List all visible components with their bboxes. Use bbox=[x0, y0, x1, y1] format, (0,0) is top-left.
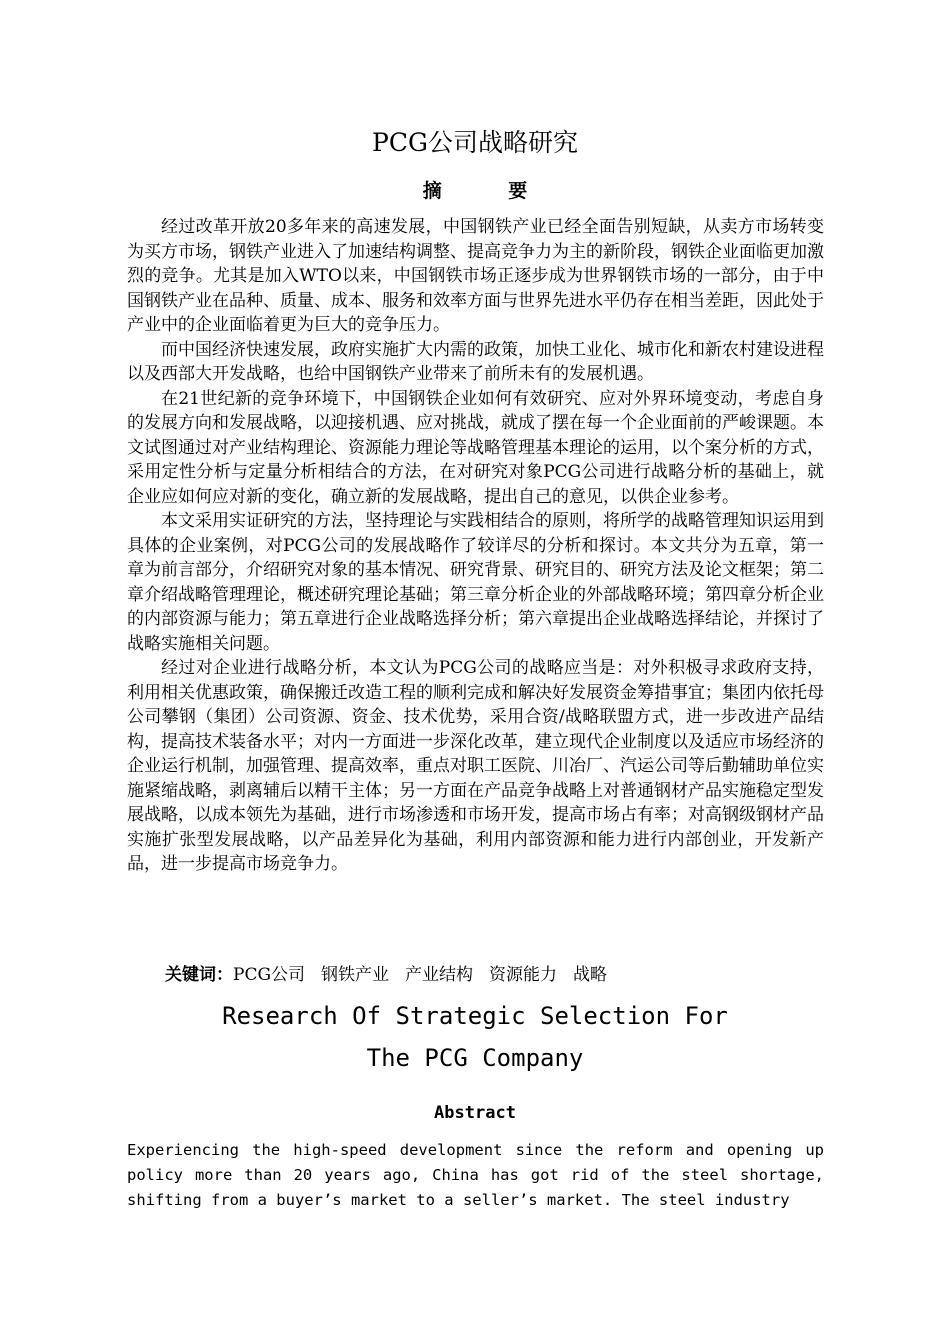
keyword: 钢铁产业 bbox=[321, 965, 390, 985]
abstract-body-cn bbox=[127, 215, 824, 877]
document-title-cn: PCG公司战略研究 bbox=[372, 128, 578, 157]
document-title-en bbox=[0, 995, 950, 1079]
keyword: 资源能力 bbox=[489, 965, 558, 985]
abstract-paragraph: 经过对企业进行战略分析，本文认为PCG公司的战略应当是：对外积极寻求政府支持，利用相关优惠政策，确保搬迁改造工程的顺利完成和解决好发展资金筹措事宜；集团内依托母公司攀钢（集团）公司资源、资金、技术优势，采用合资/战略联盟方式，进一步改进产品结构，提高技术装备水平；对内一方面进一步深化改革，建立现代企业制度以及适应市场经济的企业运行机制，加强管理、提高效率，重点对职工医院、川冶厂、汽运公司等后勤辅助单位实施紧缩战略，剥离辅后以精干主体；另一方面在产品竞争战略上对普通钢材产品实施稳定型发展战略，以成本领先为基础，进行市场渗透和市场开发，提高市场占有率；对高钢级钢材产品实施扩张型发展战略，以产品差异化为基础，利用内部资源和能力进行内部创业，开发新产品，进一步提高市场竞争力。 bbox=[127, 658, 824, 874]
abstract-heading-en: Abstract bbox=[434, 1103, 516, 1123]
abstract-heading-cn: 摘 要 bbox=[422, 180, 558, 202]
abstract-paragraph: 在21世纪新的竞争环境下，中国钢铁企业如何有效研究、应对外界环境变动，考虑自身的发展方向和发展战略，以迎接机遇、应对挑战，就成了摆在每一个企业面前的严峻课题。本文试图通过对产业结构理论、资源能力理论等战略管理基本理论的运用，以个案分析的方式，采用定性分析与定量分析相结合的方法，在对研究对象PCG公司进行战略分析的基础上，就企业应如何应对新的变化，确立新的发展战略，提出自己的意见，以供企业参考。 bbox=[127, 388, 824, 507]
keywords-label: 关键词： bbox=[165, 965, 233, 985]
keywords-line bbox=[165, 963, 623, 987]
abstract-paragraph: 经过改革开放20多年来的高速发展，中国钢铁产业已经全面告别短缺，从卖方市场转变为买方市场，钢铁产业进入了加速结构调整、提高竞争力为主的新阶段，钢铁企业面临更加激烈的竞争。尤其是加入WTO以来，中国钢铁市场正逐步成为世界钢铁市场的一部分，由于中国钢铁产业在品种、质量、成本、服务和效率方面与世界先进水平仍存在相当差距，因此处于产业中的企业面临着更为巨大的竞争压力。 bbox=[127, 217, 824, 335]
keyword: PCG公司 bbox=[233, 965, 306, 985]
title-en-line: The PCG Company bbox=[366, 1044, 584, 1072]
abstract-paragraph: 而中国经济快速发展，政府实施扩大内需的政策，加快工业化、城市化和新农村建设进程以及西部大开发战略，也给中国钢铁产业带来了前所未有的发展机遇。 bbox=[127, 339, 824, 384]
abstract-paragraph-en: Experiencing the high-speed development since the reform and opening up policy more than 20 years ago, China has got rid of the steel shortage, shifting from a buyer’s market to a seller’s market. The steel industry bbox=[127, 1141, 824, 1209]
title-en-line: Research Of Strategic Selection For bbox=[222, 1002, 728, 1030]
abstract-body-en bbox=[127, 1138, 824, 1213]
keyword: 产业结构 bbox=[405, 965, 474, 985]
keyword: 战略 bbox=[573, 965, 608, 985]
abstract-paragraph: 本文采用实证研究的方法，坚持理论与实践相结合的原则，将所学的战略管理知识运用到具体的企业案例，对PCG公司的发展战略作了较详尽的分析和探讨。本文共分为五章，第一章为前言部分，介绍研究对象的基本情况、研究背景、研究目的、研究方法及论文框架；第二章介绍战略管理理论，概述研究理论基础；第三章分析企业的外部战略环境；第四章分析企业的内部资源与能力；第五章进行企业战略选择分析；第六章提出企业战略选择结论，并探讨了战略实施相关问题。 bbox=[127, 511, 824, 654]
